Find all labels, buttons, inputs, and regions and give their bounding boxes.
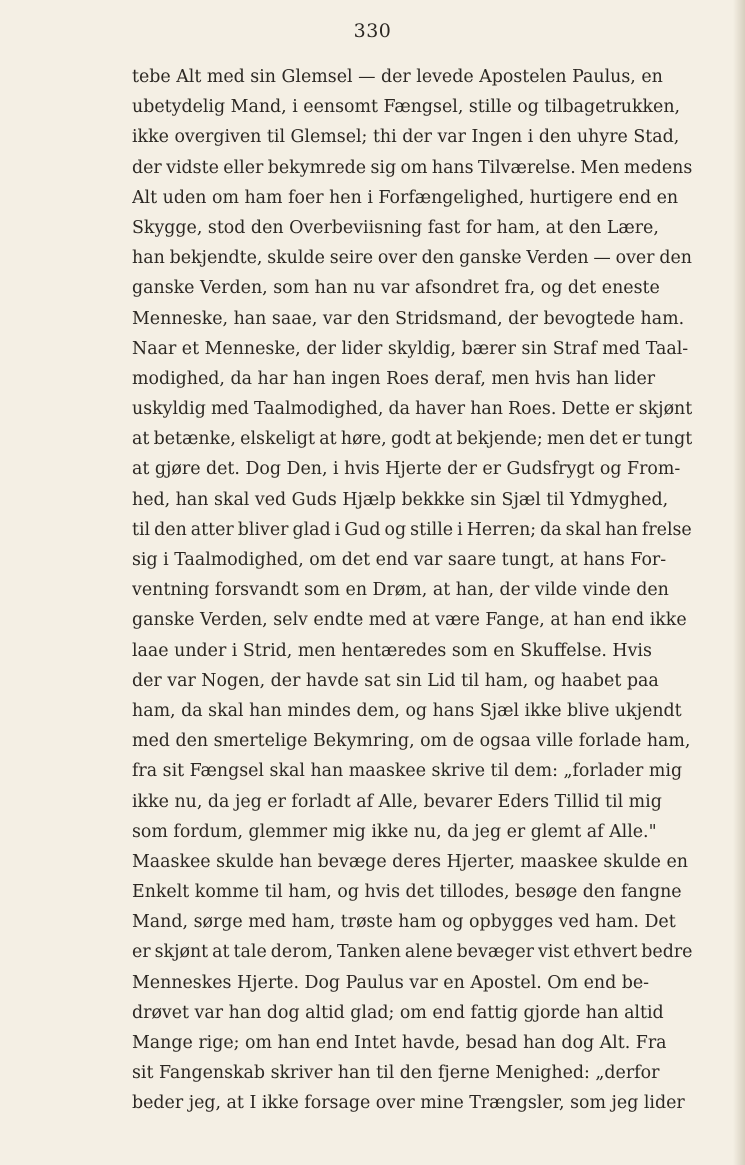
text-line: Menneskes Hjerte. Dog Paulus var en Apostel. Om end be-	[132, 972, 650, 993]
text-line: at gjøre det. Dog Den, i hvis Hjerte der er Gudsfrygt og From-	[132, 459, 681, 480]
text-line: Skygge, stod den Overbeviisning fast for ham, at den Lære,	[132, 217, 659, 238]
text-line: tebe Alt med sin Glemsel — der levede Apostelen Paulus, en	[132, 67, 663, 87]
text-line: laae under i Strid, men hentæredes som en Skuffelse. Hvis	[132, 640, 652, 661]
text-line: som fordum, glemmer mig ikke nu, da jeg er glemt af Alle."	[132, 821, 657, 842]
text-line: han bekjendte, skulde seire over den ganske Verden — over den	[132, 248, 692, 269]
text-line: ikke overgiven til Glemsel; thi der var Ingen i den uhyre Stad,	[132, 127, 680, 148]
text-line: Naar et Menneske, der lider skyldig, bærer sin Straf med Taal-	[132, 338, 689, 359]
text-line: modighed, da har han ingen Roes deraf, men hvis han lider	[132, 368, 656, 389]
text-line: ganske Verden, som han nu var afsondret fra, og det eneste	[132, 278, 660, 299]
text-line: ubetydelig Mand, i eensomt Fængsel, stille og tilbagetrukken,	[132, 97, 681, 118]
text-line: Enkelt komme til ham, og hvis det tillodes, besøge den fangne	[132, 882, 682, 903]
text-line: ham, da skal han mindes dem, og hans Sjæl ikke blive ukjendt	[132, 700, 682, 721]
text-line: Alt uden om ham foer hen i Forfængelighed, hurtigere end en	[132, 187, 679, 208]
text-line: Menneske, han saae, var den Stridsmand, der bevogtede ham.	[132, 308, 685, 329]
text-line: der var Nogen, der havde sat sin Lid til ham, og haabet paa	[132, 670, 659, 691]
text-line: drøvet var han dog altid glad; om end fattig gjorde han altid	[132, 1002, 664, 1023]
text-line: til den atter bliver glad i Gud og stille i Herren; da skal han frelse	[132, 519, 692, 540]
text-line: Maaskee skulde han bevæge deres Hjerter, maaskee skulde en	[132, 851, 688, 872]
page-number: 330	[353, 20, 392, 42]
text-line: fra sit Fængsel skal han maaskee skrive til dem: „forlader mig	[132, 761, 683, 782]
page-edge-shadow	[733, 0, 745, 1165]
text-line: sit Fangenskab skriver han til den fjerne Menighed: „derfor	[132, 1063, 660, 1084]
text-line: beder jeg, at I ikke forsage over mine Trængsler, som jeg lider	[132, 1093, 685, 1114]
text-line: uskyldig med Taalmodighed, da haver han Roes. Dette er skjønt	[132, 399, 692, 420]
text-line: at betænke, elskeligt at høre, godt at bekjende; men det er tungt	[132, 429, 692, 450]
text-line: hed, han skal ved Guds Hjælp bekkke sin Sjæl til Ydmyghed,	[132, 489, 669, 510]
body-text	[132, 62, 692, 1119]
text-line: ikke nu, da jeg er forladt af Alle, bevarer Eders Tillid til mig	[132, 791, 662, 812]
text-line: der vidste eller bekymrede sig om hans Tilværelse. Men medens	[132, 157, 692, 178]
text-line: er skjønt at tale derom, Tanken alene bevæger vist ethvert bedre	[132, 942, 692, 963]
text-line: Mange rige; om han end Intet havde, besad han dog Alt. Fra	[132, 1033, 667, 1053]
text-line: med den smertelige Bekymring, om de ogsaa ville forlade ham,	[132, 731, 691, 752]
text-line: Mand, sørge med ham, trøste ham og opbygges ved ham. Det	[132, 912, 676, 933]
text-line: ganske Verden, selv endte med at være Fange, at han end ikke	[132, 610, 687, 631]
text-line: ventning forsvandt som en Drøm, at han, der vilde vinde den	[132, 580, 669, 601]
text-line: sig i Taalmodighed, om det end var saare tungt, at hans For-	[132, 550, 667, 570]
